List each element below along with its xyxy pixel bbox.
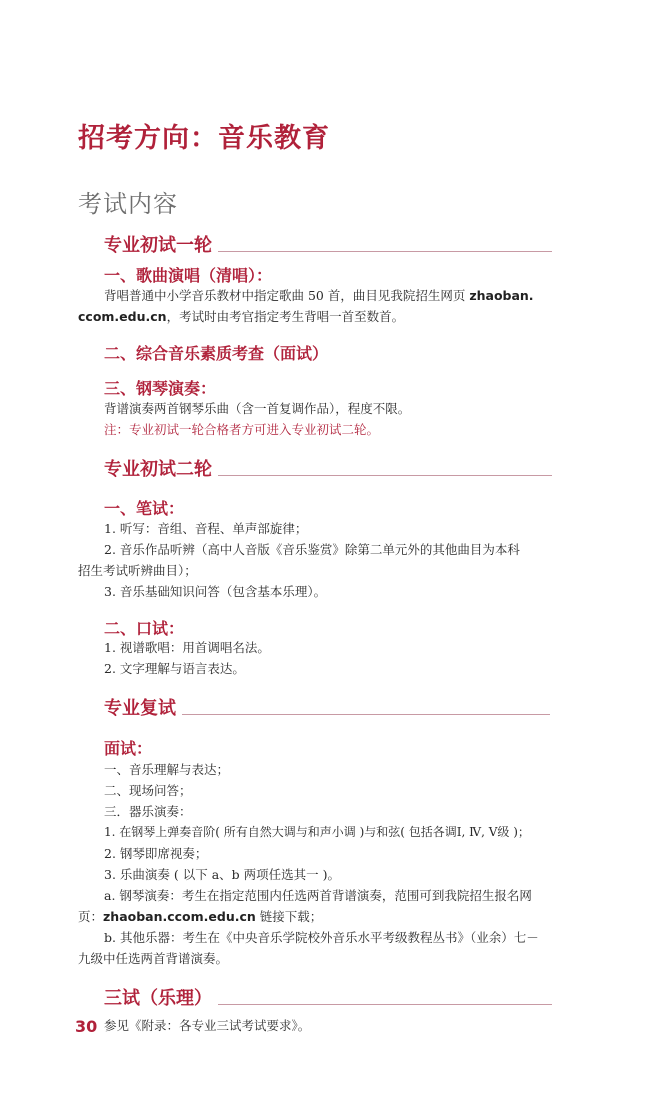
singing-heading: 一、歌曲演唱（清唱）： xyxy=(104,266,273,285)
singing-text: 背唱普通中小学音乐教材中指定歌曲 50 首，曲目见我院招生网页 xyxy=(104,288,470,303)
third-header xyxy=(104,984,552,1010)
third-line: 参见《附录：各专业三试考试要求》。 xyxy=(104,1018,311,1033)
divider xyxy=(218,251,552,252)
oral-heading: 二、口试： xyxy=(104,619,185,638)
written-line: 1. 听写：音组、音程、单声部旋律； xyxy=(104,521,308,536)
retest-line: 2. 钢琴即席视奏； xyxy=(104,846,208,861)
written-line: 招生考试听辨曲目）； xyxy=(78,563,197,578)
website-link[interactable]: ccom.edu.cn xyxy=(78,309,167,324)
retest-text: 页： xyxy=(78,909,104,924)
round1-title: 专业初试一轮 xyxy=(104,235,212,256)
retest-header xyxy=(104,694,550,720)
retest-line: 九级中任选两首背谱演奏。 xyxy=(78,951,229,966)
divider xyxy=(182,714,550,715)
written-line: 3. 音乐基础知识问答（包含基本乐理）。 xyxy=(104,584,327,599)
retest-line: 二、现场问答； xyxy=(104,783,192,798)
piano-line: 背谱演奏两首钢琴乐曲（含一首复调作品），程度不限。 xyxy=(104,401,411,416)
retest-text: 链接下载； xyxy=(255,909,323,924)
written-heading: 一、笔试： xyxy=(104,499,185,518)
round1-header xyxy=(104,231,552,257)
divider xyxy=(218,1004,552,1005)
retest-line: 1. 在钢琴上弹奏音阶( 所有自然大调与和声小调 )与和弦( 包括各调Ⅰ, Ⅳ, Ⅴ级 )； xyxy=(104,825,530,839)
oral-line: 1. 视谱歌唱：用首调唱名法。 xyxy=(104,640,270,655)
singing-line-1 xyxy=(104,285,534,306)
singing-line-2 xyxy=(78,306,404,327)
page-number: 30 xyxy=(75,1017,98,1036)
singing-text: ，考试时由考官指定考生背唱一首至数首。 xyxy=(166,309,405,324)
round2-title: 专业初试二轮 xyxy=(104,459,212,480)
section-title: 考试内容 xyxy=(78,190,178,218)
retest-line: b. 其他乐器：考生在《中央音乐学院校外音乐水平考级教程丛书》（业余）七－ xyxy=(104,930,539,945)
retest-line: 一、音乐理解与表达； xyxy=(104,762,230,777)
retest-line: 3. 乐曲演奏 ( 以下 a、b 两项任选其一 )。 xyxy=(104,867,340,882)
website-link[interactable]: zhaoban. xyxy=(469,288,534,303)
piano-heading: 三、钢琴演奏： xyxy=(104,379,217,398)
divider xyxy=(218,475,552,476)
oral-line: 2. 文字理解与语言表达。 xyxy=(104,661,245,676)
interview-heading: 面试： xyxy=(104,739,153,758)
third-title: 三试（乐理） xyxy=(104,988,212,1009)
written-line: 2. 音乐作品听辨（高中人音版《音乐鉴赏》除第二单元外的其他曲目为本科 xyxy=(104,542,520,557)
round2-header xyxy=(104,455,552,481)
retest-title: 专业复试 xyxy=(104,698,176,719)
page-title: 招考方向：音乐教育 xyxy=(78,123,330,154)
retest-line xyxy=(78,906,322,927)
musicality-heading: 二、综合音乐素质考查（面试） xyxy=(104,344,329,363)
retest-line: a. 钢琴演奏：考生在指定范围内任选两首背谱演奏，范围可到我院招生报名网 xyxy=(104,888,532,903)
round1-note: 注：专业初试一轮合格者方可进入专业初试二轮。 xyxy=(104,422,380,437)
retest-line: 三．器乐演奏： xyxy=(104,804,192,819)
website-link[interactable]: zhaoban.ccom.edu.cn xyxy=(103,909,256,924)
